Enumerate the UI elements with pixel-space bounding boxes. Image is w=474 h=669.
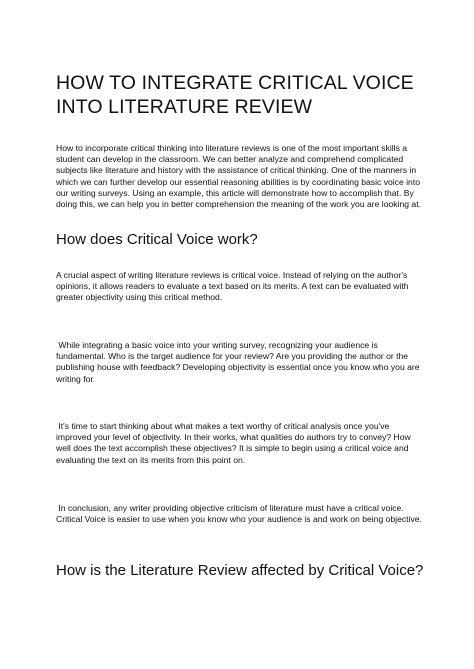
body-paragraph: While integrating a basic voice into your writing survey, recognizing your audience is fundamental. Who is the target audience for your review? Are you providing the author or the publishing house with feedback? Developing objectivity is essential once you know who you are writing for.	[56, 340, 422, 384]
body-paragraph: It's time to start thinking about what makes a text worthy of critical analysis once you've improved your level of objectivity. In their works, what qualities do authors try to convey? How well does the text accomplish these objectives? It is simple to begin using a critical voice and evaluating the text on its merits from this point on.	[56, 421, 414, 465]
document-title: HOW TO INTEGRATE CRITICAL VOICE INTO LITERATURE REVIEW	[56, 72, 414, 118]
intro-paragraph: How to incorporate critical thinking into literature reviews is one of the most important skills a student can develop in the classroom. We can better analyze and comprehend complicated subjects like literature and history with the assistance of critical thinking. One of the manners in which we can further develop our essential reasoning abilities is by coordinating basic voice into our writing surveys. Using an example, this article will demonstrate how to accomplish that. By doing this, we can help you in better comprehension the meaning of the work you are looking at.	[56, 143, 423, 210]
body-paragraph: A crucial aspect of writing literature reviews is critical voice. Instead of relying on the author's opinions, it allows readers to evaluate a text based on its merits. A text can be evaluated with greater objectivity using this critical method.	[56, 270, 411, 303]
section-heading-literature-review-affected: How is the Literature Review affected by Critical Voice?	[56, 562, 424, 579]
body-paragraph: In conclusion, any writer providing objective criticism of literature must have a critical voice. Critical Voice is easier to use when you know who your audience is and work on being objective.	[56, 503, 422, 525]
section-heading-how-critical-voice-works: How does Critical Voice work?	[56, 231, 258, 248]
